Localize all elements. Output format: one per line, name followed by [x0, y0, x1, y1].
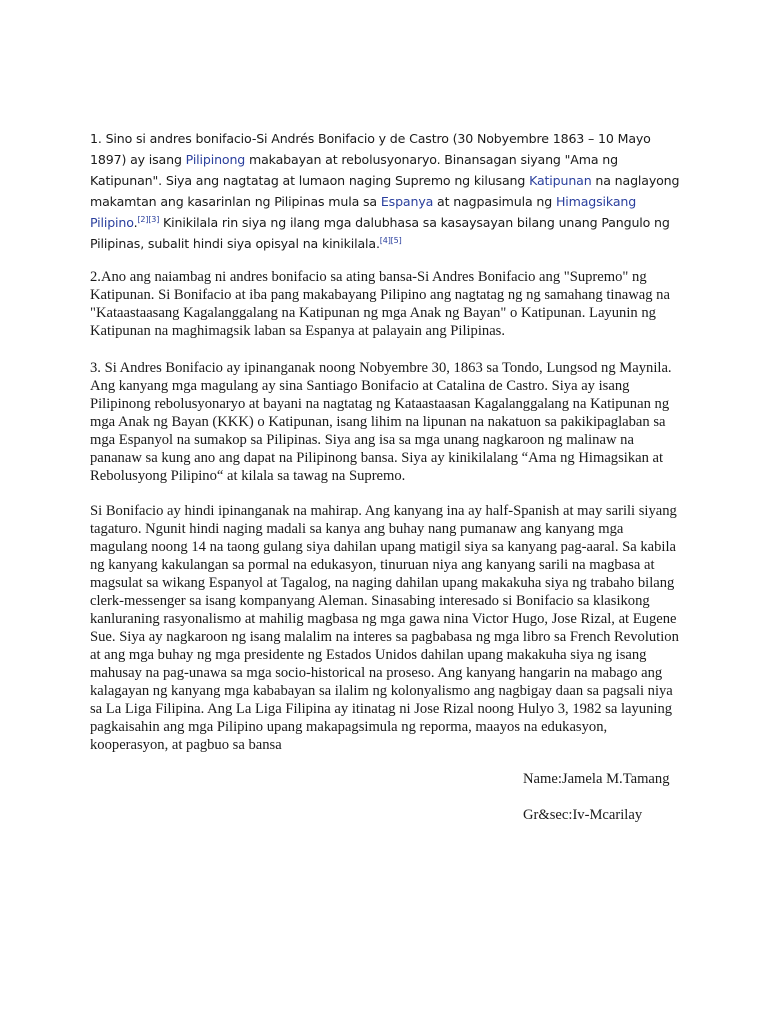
link-katipunan[interactable]: Katipunan: [529, 173, 592, 188]
link-espanya[interactable]: Espanya: [380, 194, 434, 209]
paragraph-1-text: .: [133, 215, 138, 230]
paragraph-1-text: at nagpasimula ng: [433, 194, 556, 209]
citation-2-3[interactable]: [2][3]: [137, 215, 160, 224]
paragraph-1: [90, 128, 680, 254]
author-name: Name:Jamela M.Tamang: [523, 771, 670, 787]
paragraph-3: 3. Si Andres Bonifacio ay ipinanganak noong Nobyembre 30, 1863 sa Tondo, Lungsod ng Maynila. Ang kanyang mga magulang ay sina Santiago Bonifacio at Catalina de Castro. Siya ay isang Pilipinong rebolusyonaryo at bayani na nagtatag ng Kataastaasan Kagalanggalang na Katipunan ng mga Anak ng Bayan (KKK) o Katipunan, isang lihim na lipunan na nakatuon sa pakikipaglaban sa mga Espanyol na sumakop sa Pilipinas. Siya ang isa sa mga unang nagkaroon ng malinaw na pananaw sa kung ano ang dapat na Pilipinong bansa. Siya ay kinikilalang “Ama ng Himagsikan at Rebolusyong Pilipino“ at kilala sa tawag na Supremo.: [90, 360, 672, 484]
link-himagsikang-pilipino[interactable]: Himagsikang Pilipino: [90, 194, 637, 230]
link-pilipinong[interactable]: Pilipinong: [185, 152, 246, 167]
paragraph-1-text: makabayan at rebolusyonaryo. Binansagan siyang "Ama ng Katipunan". Siya ang nagtatag at lumaon naging Supremo ng kilusang: [90, 152, 618, 188]
paragraph-1-text: Kinikilala rin siya ng ilang mga dalubhasa sa kasaysayan bilang unang Pangulo ng Pilipinas, subalit hindi siya opisyal na kinikilala.: [90, 215, 670, 251]
paragraph-1-text: 1. Sino si andres bonifacio-Si Andrés Bonifacio y de Castro (30 Nobyembre 1863 – 10 Mayo 1897) ay isang: [90, 131, 651, 167]
paragraph-1-text: na naglayong makamtan ang kasarinlan ng Pilipinas mula sa: [90, 173, 680, 209]
citation-4-5[interactable]: [4][5]: [379, 236, 402, 245]
paragraph-2: 2.Ano ang naiambag ni andres bonifacio sa ating bansa-Si Andres Bonifacio ang "Supremo" ng Katipunan. Si Bonifacio at iba pang makabayang Pilipino ang nagtatag ng ng samahang tinawag na "Kataastaasang Kagalanggalang na Katipunan ng mga Anak ng Bayan" o Katipunan. Layunin ng Katipunan na maghimagsik laban sa Espanya at palayain ang Pilipinas.: [90, 269, 670, 339]
author-section: Gr&sec:Iv-Mcarilay: [523, 807, 643, 823]
paragraph-4: Si Bonifacio ay hindi ipinanganak na mahirap. Ang kanyang ina ay half-Spanish at may sarili siyang tagaturo. Ngunit hindi naging madali sa kanya ang buhay nang pumanaw ang kanyang mga magulang noong 14 na taong gulang siya dahilan upang matigil siya sa kanyang pag-aaral. Sa kabila ng kanyang kakulangan sa pormal na edukasyon, tinuruan niya ang kanyang sarili na magbasa at magsulat sa wikang Espanyol at Tagalog, na naging dahilan upang makakuha siya ng trabaho bilang clerk-messenger sa isang kompanyang Aleman. Sinasabing interesado si Bonifacio sa klasikong kanluraning rasyonalismo at mahilig magbasa ng mga gawa nina Victor Hugo, Jose Rizal, at Eugene Sue. Siya ay nagkaroon ng isang malalim na interes sa pagbabasa ng mga libro sa French Revolution at ang mga buhay ng mga presidente ng Estados Unidos dahilan upang makakuha siya ng isang mahusay na pag-unawa sa mga socio-historical na proseso. Ang kanyang hangarin na mabago ang kalagayan ng kanyang mga kababayan sa ilalim ng kolonyalismo ang nagbigay daan sa pagsali niya sa La Liga Filipina. Ang La Liga Filipina ay itinatag ni Jose Rizal noong Hulyo 3, 1982 sa layuning pagkaisahin ang mga Pilipino upang makapagsimula ng reporma, maayos na edukasyon, kooperasyon, at pagbuo sa bansa: [90, 503, 679, 753]
